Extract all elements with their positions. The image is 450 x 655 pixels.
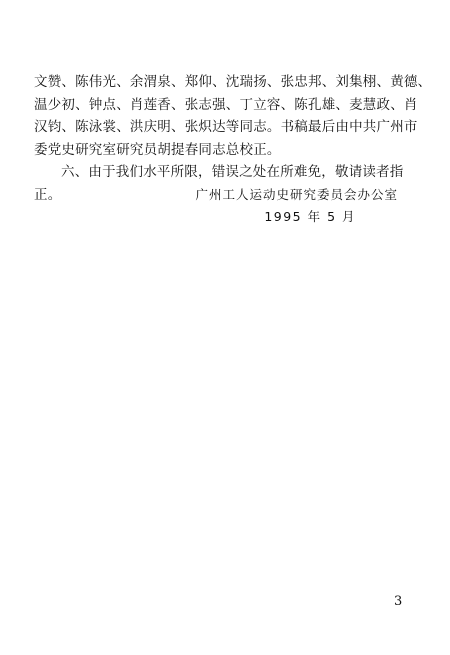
- signature-block: [195, 184, 398, 228]
- body-paragraph: [34, 71, 432, 161]
- page-number: 3: [394, 594, 403, 609]
- signature-date: 1995 年 5 月: [264, 209, 356, 224]
- text-line: 汉钧、陈泳裳、洪庆明、张炽达等同志。书稿最后由中共广州市: [34, 119, 418, 135]
- closing-paragraph: 六、由于我们水平所限，错误之处在所难免，敬请读者指正。: [34, 164, 404, 203]
- text-line: 文赞、陈伟光、余渭泉、郑仰、沈瑞扬、张忠邦、刘集栩、黄德、: [34, 74, 432, 90]
- text-line: 委党史研究室研究员胡提春同志总校正。: [34, 141, 281, 158]
- text-line: 温少初、钟点、肖莲香、张志强、丁立容、陈孔雄、麦慧政、肖: [34, 96, 418, 113]
- signature-organization: 广州工人运动史研究委员会办公室: [195, 187, 398, 202]
